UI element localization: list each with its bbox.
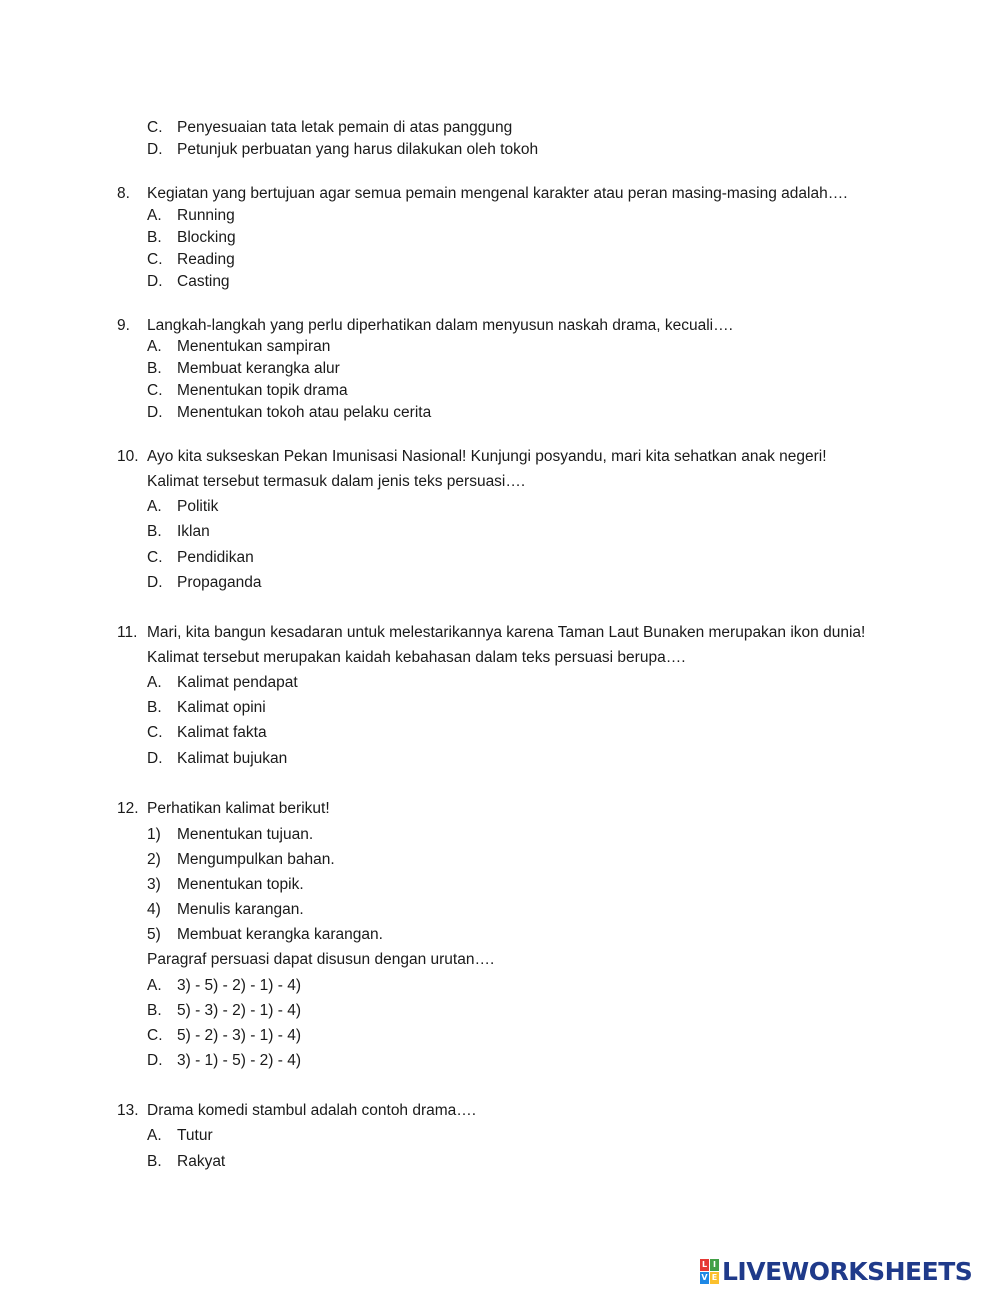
option-text: Kalimat bujukan: [177, 750, 288, 767]
option-text: Rakyat: [177, 1153, 226, 1170]
option-text: Menentukan sampiran: [177, 338, 331, 355]
option-label: D.: [147, 574, 163, 591]
option-text: Kalimat fakta: [177, 724, 267, 741]
option-text: 5) - 3) - 2) - 1) - 4): [177, 1002, 302, 1019]
option-text: Kalimat opini: [177, 699, 266, 716]
option-label: C.: [147, 724, 163, 741]
option-label: B.: [147, 229, 162, 246]
option-label: B.: [147, 1002, 162, 1019]
option-label: A.: [147, 498, 162, 515]
question-text-11: Mari, kita bangun kesadaran untuk melestarikannya karena Taman Laut Bunaken merupakan ikon dunia!: [147, 624, 866, 641]
option-label: D.: [147, 1052, 163, 1069]
step-label: 1): [147, 826, 161, 843]
question-number-11: 11.: [117, 624, 138, 641]
question-number-12: 12.: [117, 800, 139, 817]
question-text-8: Kegiatan yang bertujuan agar semua pemain mengenal karakter atau peran masing-masing adalah….: [147, 185, 848, 202]
option-text: Reading: [177, 251, 235, 268]
step-text: Menulis karangan.: [177, 901, 304, 918]
option-label: C.: [147, 1027, 163, 1044]
step-label: 2): [147, 851, 161, 868]
question-subtext-12: Paragraf persuasi dapat disusun dengan urutan….: [147, 951, 495, 968]
logo-text: LIVEWORKSHEETS: [722, 1256, 973, 1286]
option-label: A.: [147, 1127, 162, 1144]
option-label: B.: [147, 360, 162, 377]
question-number-13: 13.: [117, 1102, 139, 1119]
question-number-9: 9.: [117, 317, 130, 334]
option-text: Membuat kerangka alur: [177, 360, 340, 377]
option-label: A.: [147, 207, 162, 224]
step-text: Mengumpulkan bahan.: [177, 851, 335, 868]
option-label: B.: [147, 1153, 162, 1170]
question-subtext-10: Kalimat tersebut termasuk dalam jenis teks persuasi….: [147, 473, 526, 490]
option-label: A.: [147, 977, 162, 994]
option-label: A.: [147, 338, 162, 355]
option-label: D.: [147, 141, 163, 158]
option-label: C.: [147, 251, 163, 268]
option-text: Iklan: [177, 523, 210, 540]
step-label: 5): [147, 926, 161, 943]
step-text: Menentukan tujuan.: [177, 826, 314, 843]
option-text: 5) - 2) - 3) - 1) - 4): [177, 1027, 302, 1044]
option-label: B.: [147, 523, 162, 540]
option-text: Petunjuk perbuatan yang harus dilakukan oleh tokoh: [177, 141, 539, 158]
option-text: Blocking: [177, 229, 236, 246]
option-text: Casting: [177, 273, 230, 290]
question-text-9: Langkah-langkah yang perlu diperhatikan dalam menyusun naskah drama, kecuali….: [147, 317, 733, 334]
option-text: 3) - 1) - 5) - 2) - 4): [177, 1052, 302, 1069]
question-number-10: 10.: [117, 448, 139, 465]
question-text-10: Ayo kita sukseskan Pekan Imunisasi Nasional! Kunjungi posyandu, mari kita sehatkan anak negeri!: [147, 448, 827, 465]
option-text: Kalimat pendapat: [177, 674, 298, 691]
logo-mark-letter: L: [701, 1259, 708, 1269]
question-subtext-11: Kalimat tersebut merupakan kaidah kebahasan dalam teks persuasi berupa….: [147, 649, 686, 666]
option-text: Menentukan topik drama: [177, 382, 348, 399]
option-text: Propaganda: [177, 574, 262, 591]
step-text: Menentukan topik.: [177, 876, 304, 893]
option-text: Penyesuaian tata letak pemain di atas panggung: [177, 119, 513, 136]
question-text-13: Drama komedi stambul adalah contoh drama….: [147, 1102, 477, 1119]
option-label: D.: [147, 750, 163, 767]
logo-mark-letter: I: [710, 1259, 719, 1271]
option-label: C.: [147, 119, 163, 136]
option-text: Pendidikan: [177, 549, 254, 566]
logo-mark-letter: E: [711, 1272, 718, 1282]
logo-mark-letter: V: [701, 1272, 708, 1282]
option-text: Running: [177, 207, 235, 224]
option-label: C.: [147, 549, 163, 566]
option-text: 3) - 5) - 2) - 1) - 4): [177, 977, 302, 994]
question-text-12: Perhatikan kalimat berikut!: [147, 800, 330, 817]
step-label: 3): [147, 876, 161, 893]
liveworksheets-logo-icon: [700, 1259, 719, 1284]
option-label: A.: [147, 674, 162, 691]
step-text: Membuat kerangka karangan.: [177, 926, 383, 943]
option-label: B.: [147, 699, 162, 716]
option-text: Tutur: [177, 1127, 213, 1144]
liveworksheets-logo: [700, 1258, 972, 1284]
step-label: 4): [147, 901, 161, 918]
option-text: Politik: [177, 498, 219, 515]
option-text: Menentukan tokoh atau pelaku cerita: [177, 404, 432, 421]
option-label: D.: [147, 404, 163, 421]
option-label: C.: [147, 382, 163, 399]
question-number-8: 8.: [117, 185, 130, 202]
option-label: D.: [147, 273, 163, 290]
